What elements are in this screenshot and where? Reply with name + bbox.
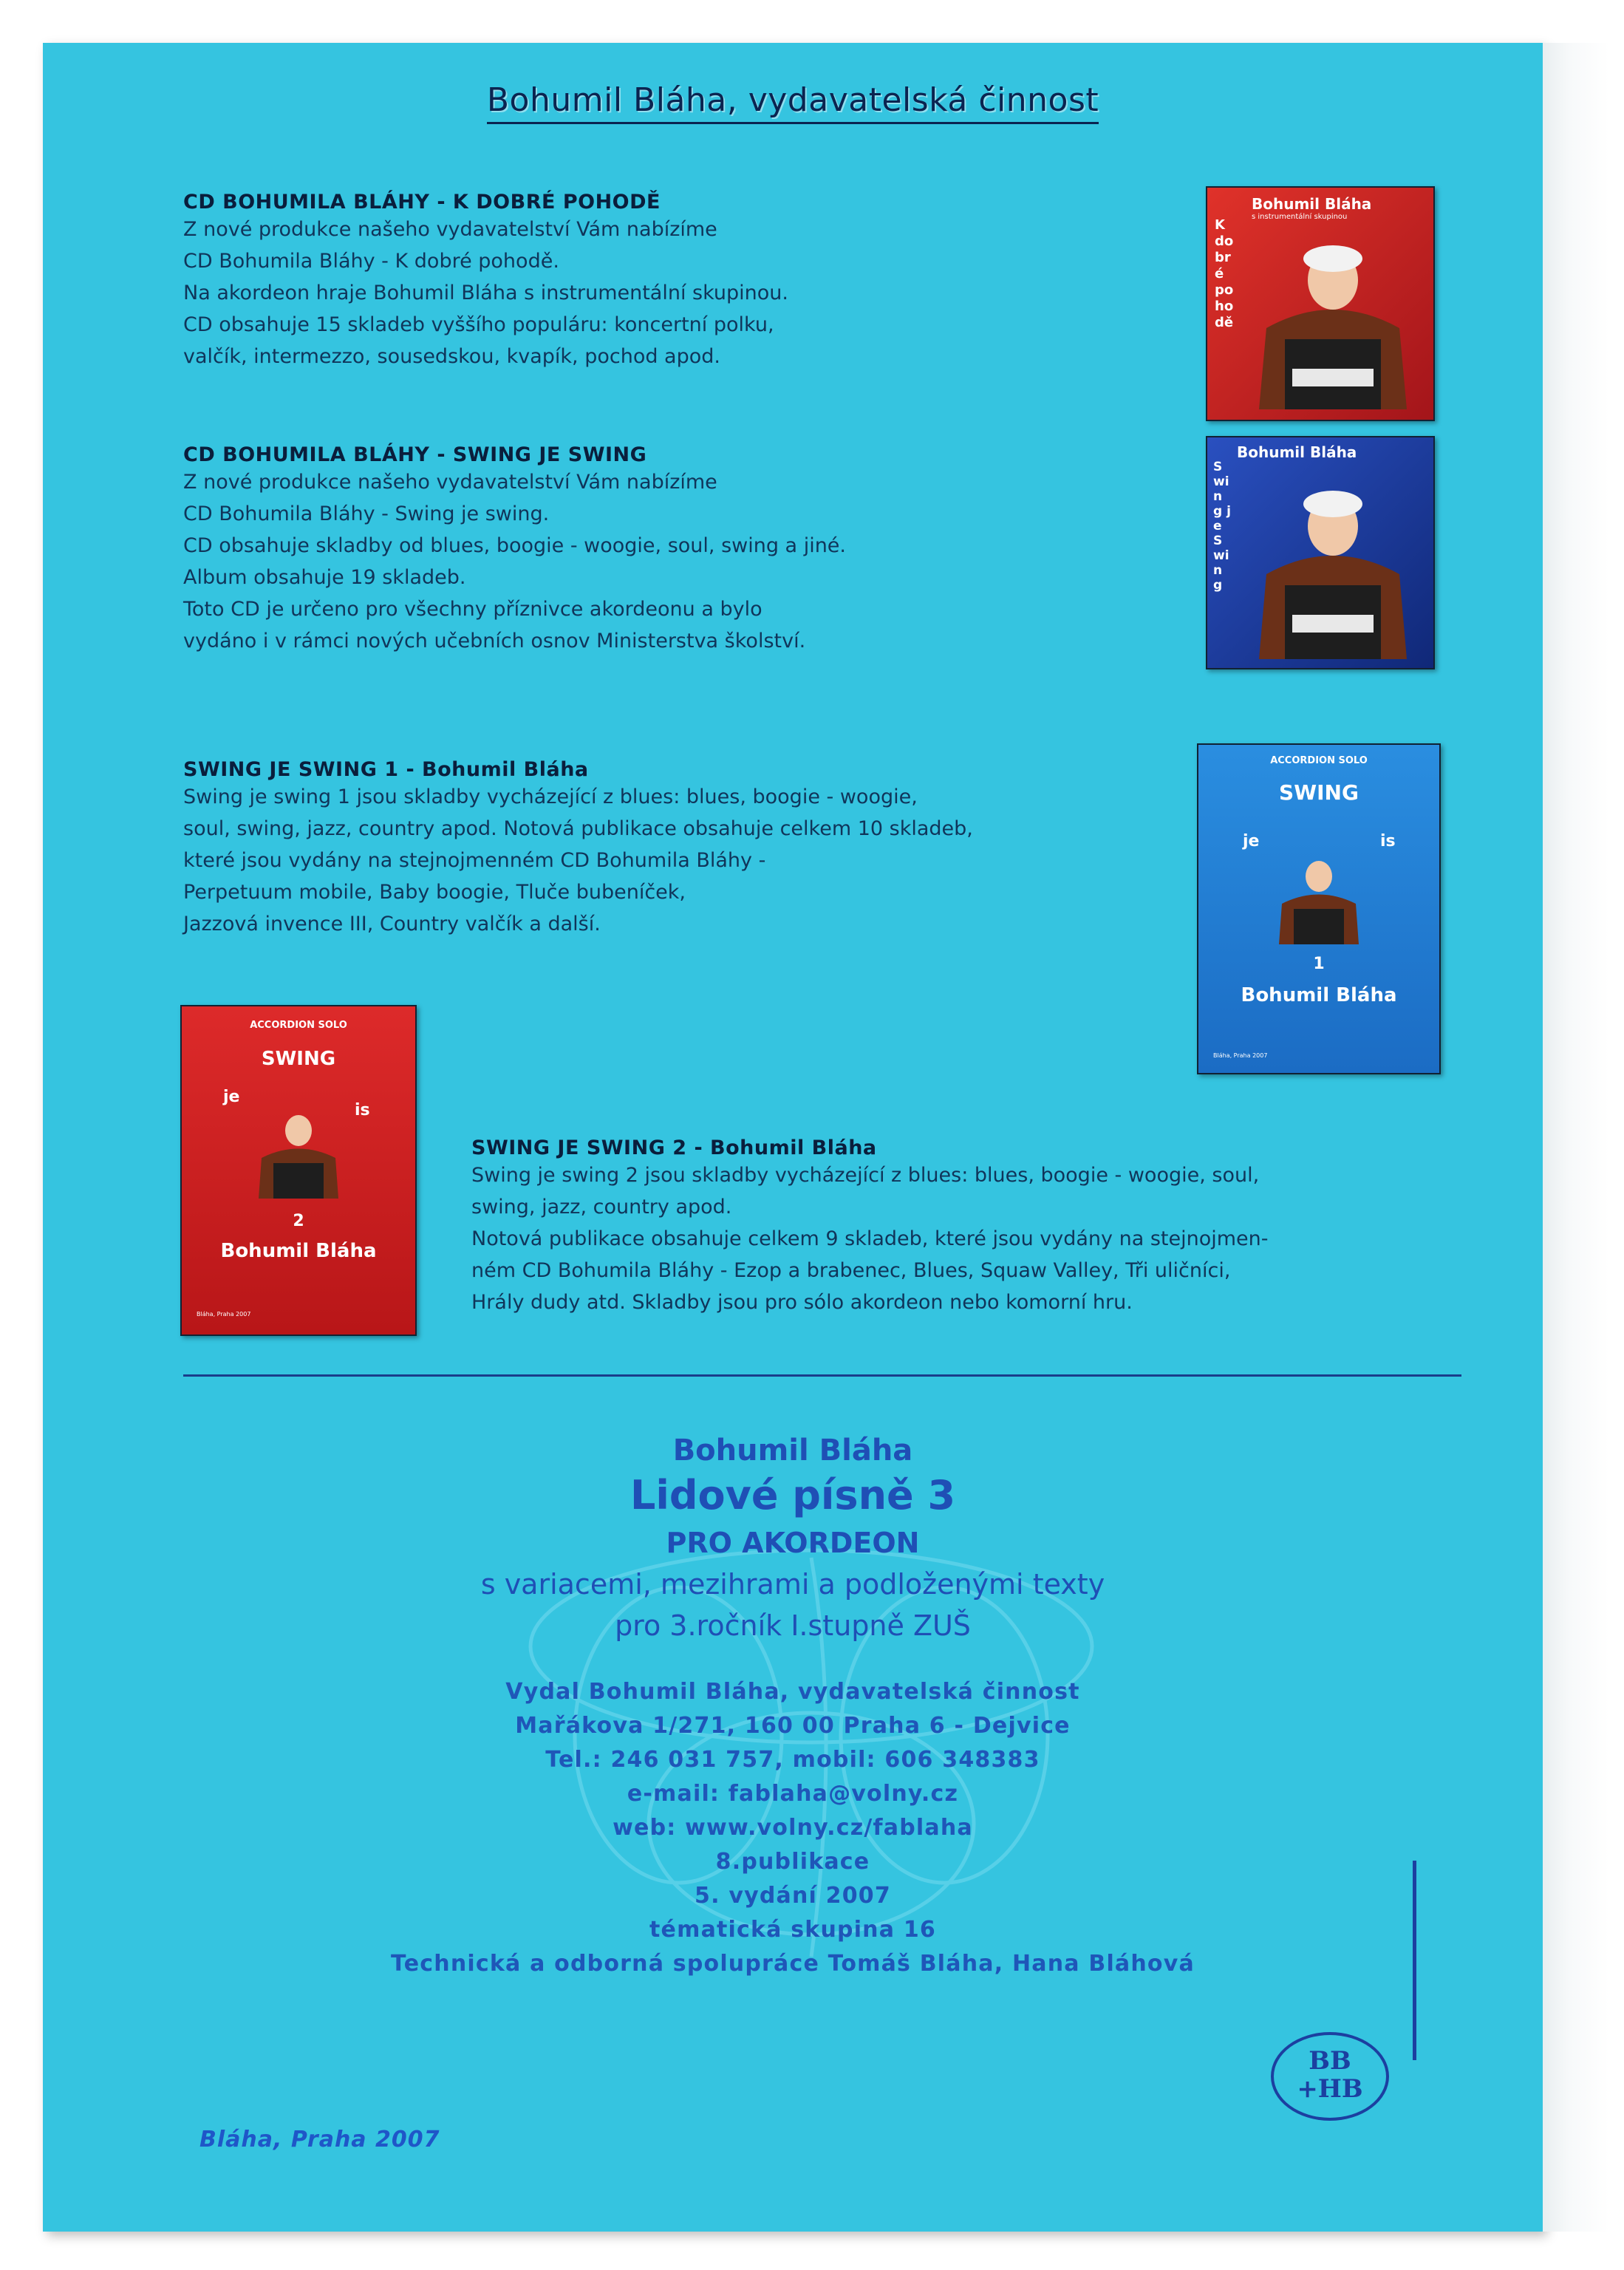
logo-line-2: +HB xyxy=(1297,2074,1363,2104)
booklet-spine xyxy=(1543,43,1609,2232)
cover-word-right: is xyxy=(1380,832,1396,851)
book-subtitle: PRO AKORDEON xyxy=(666,1527,920,1559)
book-description-grade: pro 3.ročník I.stupně ZUŠ xyxy=(615,1609,971,1642)
cover-author: Bohumil Bláha xyxy=(220,1240,377,1262)
bb-hb-logo xyxy=(1271,2032,1389,2121)
cover-publisher: Bláha, Praha 2007 xyxy=(1213,1052,1268,1059)
text-line: které jsou vydány na stejnojmenném CD Bohumila Bláhy - xyxy=(183,849,766,872)
cover-author: Bohumil Bláha xyxy=(1241,984,1397,1006)
section-title: SWING JE SWING 1 - Bohumil Bláha xyxy=(183,758,589,781)
book-description: s variacemi, mezihrami a podloženými texty xyxy=(480,1568,1105,1601)
cover-artist: Bohumil Bláha xyxy=(1237,443,1357,461)
accordion-player-photo xyxy=(1252,239,1414,409)
text-line: CD Bohumila Bláhy - K dobré pohodě. xyxy=(183,250,559,273)
section-cd-swing-je-swing xyxy=(183,443,846,657)
cover-volume-number: 2 xyxy=(293,1212,304,1230)
cover-side-title: K dobré pohodě xyxy=(1215,217,1234,330)
accordion-player-photo xyxy=(256,1110,341,1199)
cover-word-left: je xyxy=(1243,832,1260,851)
text-line: Z nové produkce našeho vydavatelství Vám nabízíme xyxy=(183,471,717,494)
text-line: Swing je swing 1 jsou skladby vycházející z blues: blues, boogie - woogie, xyxy=(183,785,918,808)
imprint-line: 5. vydání 2007 xyxy=(695,1883,891,1909)
text-line: Z nové produkce našeho vydavatelství Vám nabízíme xyxy=(183,218,717,241)
cover-subtitle: s instrumentální skupinou xyxy=(1252,213,1348,221)
music-note-stem xyxy=(1413,1861,1416,2060)
cover-title: SWING xyxy=(261,1048,336,1070)
text-line: CD Bohumila Bláhy - Swing je swing. xyxy=(183,502,550,525)
text-line: Perpetuum mobile, Baby boogie, Tluče bubeníček, xyxy=(183,881,686,904)
imprint-line: 8.publikace xyxy=(715,1849,870,1875)
cover-volume-number: 1 xyxy=(1313,955,1325,973)
text-line: swing, jazz, country apod. xyxy=(471,1196,732,1218)
text-line: Hrály dudy atd. Skladby jsou pro sólo akordeon nebo komorní hru. xyxy=(471,1291,1133,1314)
imprint-line: web: www.volny.cz/fablaha xyxy=(613,1815,973,1841)
text-line: Swing je swing 2 jsou skladby vycházející z blues: blues, boogie - woogie, soul, xyxy=(471,1164,1260,1187)
text-line: soul, swing, jazz, country apod. Notová publikace obsahuje celkem 10 skladeb, xyxy=(183,817,973,840)
logo-line-1: BB xyxy=(1309,2046,1351,2076)
book-cover-swing-2 xyxy=(180,1005,417,1336)
section-swing-je-swing-1 xyxy=(183,758,973,940)
section-title: CD BOHUMILA BLÁHY - SWING JE SWING xyxy=(183,443,647,466)
cover-word-left: je xyxy=(223,1088,240,1106)
accordion-player-photo xyxy=(1252,482,1414,659)
text-line: vydáno i v rámci nových učebních osnov Ministerstva školství. xyxy=(183,630,806,652)
section-divider xyxy=(183,1374,1461,1377)
book-author: Bohumil Bláha xyxy=(672,1434,913,1468)
page-title: Bohumil Bláha, vydavatelská činnost xyxy=(43,81,1543,119)
text-line: Album obsahuje 19 skladeb. xyxy=(183,566,466,589)
book-cover-swing-1 xyxy=(1197,743,1441,1074)
text-line: Toto CD je určeno pro všechny příznivce akordeonu a bylo xyxy=(183,598,762,621)
text-line: Notová publikace obsahuje celkem 9 skladeb, které jsou vydány na stejnojmen- xyxy=(471,1227,1269,1250)
section-title: CD BOHUMILA BLÁHY - K DOBRÉ POHODĚ xyxy=(183,191,661,214)
cover-series: ACCORDION SOLO xyxy=(1270,755,1368,766)
cover-publisher: Bláha, Praha 2007 xyxy=(197,1311,251,1318)
text-line: Jazzová invence III, Country valčík a další. xyxy=(183,913,601,935)
text-line: CD obsahuje skladby od blues, boogie - woogie, soul, swing a jiné. xyxy=(183,534,846,557)
text-line: ném CD Bohumila Bláhy - Ezop a brabenec, Blues, Squaw Valley, Tři uličníci, xyxy=(471,1259,1231,1282)
book-title: Lidové písně 3 xyxy=(630,1472,956,1519)
cover-series: ACCORDION SOLO xyxy=(250,1020,347,1031)
imprint-line: tématická skupina 16 xyxy=(649,1917,936,1943)
page xyxy=(43,43,1543,2232)
text-line: CD obsahuje 15 skladeb vyššího populáru: koncertní polku, xyxy=(183,313,774,336)
cover-title: SWING xyxy=(1279,780,1359,805)
section-title: SWING JE SWING 2 - Bohumil Bláha xyxy=(471,1136,877,1159)
cover-side-title: Swing je Swing xyxy=(1213,460,1231,593)
imprint-line: Tel.: 246 031 757, mobil: 606 348383 xyxy=(545,1747,1040,1773)
imprint-line: e-mail: fablaha@volny.cz xyxy=(627,1781,959,1807)
accordion-player-photo xyxy=(1276,856,1362,944)
text-line: valčík, intermezzo, sousedskou, kvapík, pochod apod. xyxy=(183,345,720,368)
imprint-line: Technická a odborná spolupráce Tomáš Bláha, Hana Bláhová xyxy=(391,1951,1195,1977)
imprint-line: Vydal Bohumil Bláha, vydavatelská činnost xyxy=(505,1679,1080,1705)
cd-cover-k-dobre-pohode xyxy=(1206,186,1435,421)
cover-word-right: is xyxy=(355,1101,370,1119)
section-cd-k-dobre-pohode xyxy=(183,191,788,372)
section-swing-je-swing-2 xyxy=(471,1136,1268,1318)
footer-note: Bláha, Praha 2007 xyxy=(199,2127,440,2153)
imprint-line: Mařákova 1/271, 160 00 Praha 6 - Dejvice xyxy=(515,1713,1071,1739)
text-line: Na akordeon hraje Bohumil Bláha s instrumentální skupinou. xyxy=(183,282,789,304)
cover-artist: Bohumil Bláha xyxy=(1252,195,1372,213)
cd-cover-swing-je-swing xyxy=(1206,436,1435,669)
